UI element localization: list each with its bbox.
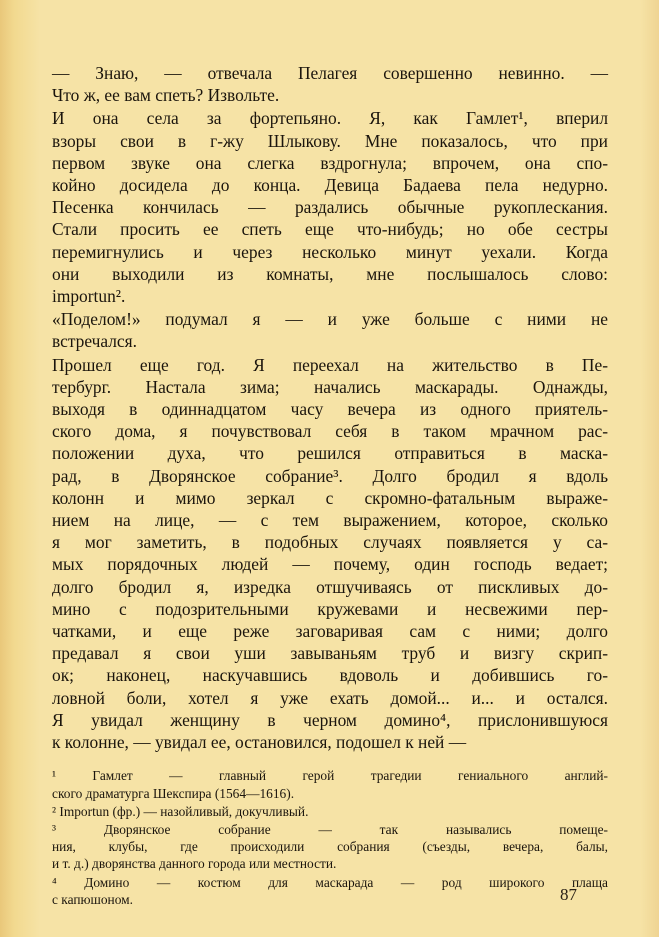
body-line: к колонне, — увидал ее, остановился, подошел к ней — xyxy=(52,732,467,753)
footnote-line: ского драматурга Шекспира (1564—1616). xyxy=(52,785,295,801)
body-line: долго бродил я, изредка отшучиваясь от пискливых до- xyxy=(52,576,608,597)
body-line: И она села за фортепьяно. Я, как Гамлет¹, вперил xyxy=(52,108,608,129)
footnote-paragraph xyxy=(52,803,608,820)
body-line: ловной боли, хотел я уже ехать домой... и... и остался. xyxy=(52,687,608,708)
body-paragraph xyxy=(52,354,608,754)
body-line: встречался. xyxy=(52,331,137,352)
body-line: выходя в одиннадцатом часу вечера из одного приятель- xyxy=(52,399,608,420)
footnote-line: ¹ Гамлет — главный герой трагедии гениального англий- xyxy=(52,768,608,784)
body-paragraph xyxy=(52,62,608,106)
body-line: чатками, и еще реже заговаривая сам с ними; долго xyxy=(52,621,608,642)
body-line: рад, в Дворянское собрание³. Долго бродил я вдоль xyxy=(52,465,608,486)
footnote-paragraph xyxy=(52,767,608,801)
footnote-paragraph xyxy=(52,821,608,873)
body-line: «Поделом!» подумал я — и уже больше с ними не xyxy=(52,309,608,330)
footnote-line: ⁴ Домино — костюм для маскарада — род широкого плаща xyxy=(52,874,608,890)
body-line: взоры свои в г-жу Шлыкову. Мне показалось, что при xyxy=(52,130,608,151)
body-line: Стали просить ее спеть еще что-нибудь; но обе сестры xyxy=(52,219,608,240)
body-line: первом звуке она слегка вздрогнула; впрочем, она спо- xyxy=(52,152,608,173)
body-line: койно досидела до конца. Девица Бадаева пела недурно. xyxy=(52,175,608,196)
body-line: Песенка кончилась — раздались обычные рукоплескания. xyxy=(52,197,608,218)
body-line: Я увидал женщину в черном домино⁴, прислонившуюся xyxy=(52,709,608,730)
body-line: ского дома, я почувствовал себя в таком мрачном рас- xyxy=(52,421,608,442)
footnote-paragraph xyxy=(52,874,608,908)
body-line: Что ж, ее вам спеть? Извольте. xyxy=(52,85,280,106)
body-line: Прошел еще год. Я переехал на жительство в Пе- xyxy=(52,354,608,375)
body-line: мых порядочных людей — почему, один господь ведает; xyxy=(52,554,608,575)
footnotes xyxy=(52,767,608,908)
body-line: ок; наконец, наскучавшись вдоволь и добившись го- xyxy=(52,665,608,686)
body-line: мино с подозрительными кружевами и несвежими пер- xyxy=(52,598,608,619)
body-line: перемигнулись и через несколько минут уехали. Когда xyxy=(52,241,608,262)
footnote-line: и т. д.) дворянства данного города или местности. xyxy=(52,856,337,872)
body-text xyxy=(52,62,608,753)
body-line: они выходили из комнаты, мне послышалось слово: xyxy=(52,263,608,284)
footnote-line: ³ Дворянское собрание — так назывались помеще- xyxy=(52,821,608,837)
body-paragraph xyxy=(52,308,608,352)
body-line: предавал я свои уши завываньям труб и визгу скрип- xyxy=(52,643,608,664)
page-number: 87 xyxy=(560,885,577,904)
footnote-line: ² Importun (фр.) — назойливый, докучливый. xyxy=(52,803,309,819)
body-paragraph xyxy=(52,107,608,307)
footnote-line: с капюшоном. xyxy=(52,891,133,907)
body-line: я мог заметить, в подобных случаях появляется у са- xyxy=(52,532,608,553)
body-line: колонн и мимо зеркал с скромно-фатальным выраже- xyxy=(52,487,608,508)
body-line: — Знаю, — отвечала Пелагея совершенно невинно. — xyxy=(52,63,608,83)
footnote-line: ния, клубы, где происходили собрания (съезды, вечера, балы, xyxy=(52,839,608,855)
page-text xyxy=(52,62,608,908)
body-line: положении духа, что решился отправиться в маска- xyxy=(52,443,608,464)
body-line: тербург. Настала зима; начались маскарады. Однажды, xyxy=(52,376,608,397)
body-line: importun². xyxy=(52,286,126,307)
body-line: нием на лице, — с тем выражением, которое, сколько xyxy=(52,510,608,531)
